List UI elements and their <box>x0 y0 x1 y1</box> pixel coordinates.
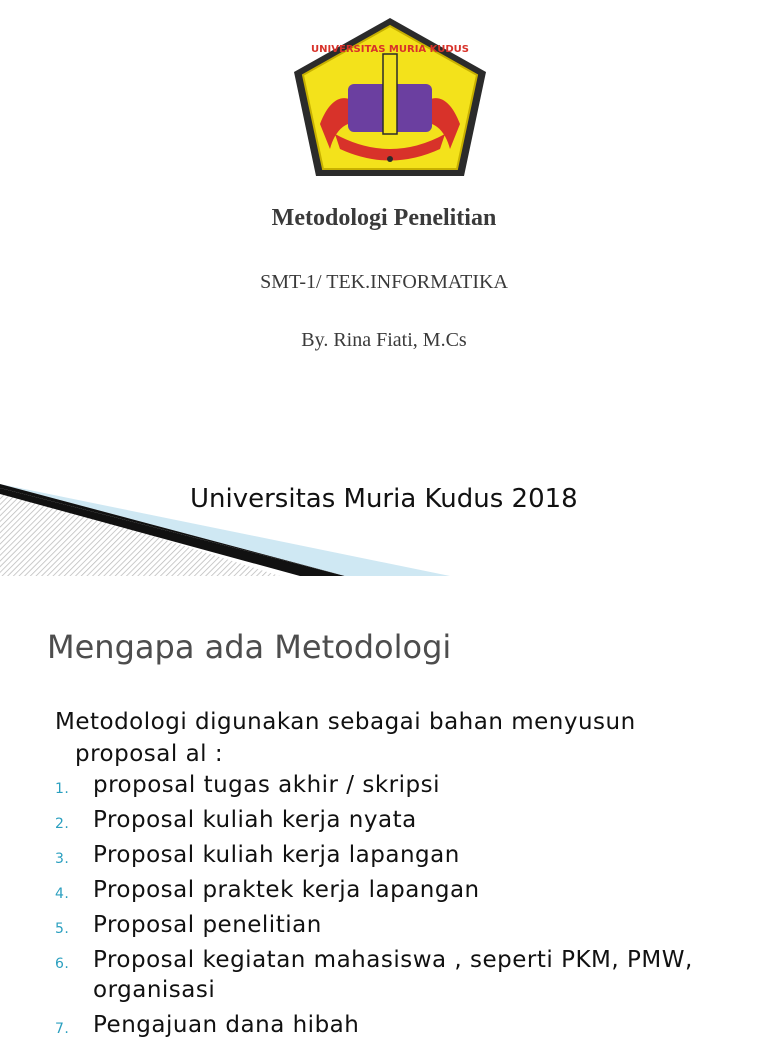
list-item <box>55 910 745 940</box>
proposal-list <box>55 770 745 1045</box>
course-subtitle: SMT-1/ TEK.INFORMATIKA <box>260 271 508 293</box>
list-number: 7. <box>55 1021 70 1037</box>
university-logo <box>290 14 490 184</box>
list-number: 6. <box>55 956 70 972</box>
logo-text: UNIVERSITAS MURIA KUDUS <box>311 44 469 55</box>
list-item <box>55 1010 745 1040</box>
list-text: Proposal praktek kerja lapangan <box>93 877 480 903</box>
list-number: 5. <box>55 921 70 937</box>
list-item <box>55 805 745 835</box>
list-number: 3. <box>55 851 70 867</box>
author-line: By. Rina Fiati, M.Cs <box>301 329 467 351</box>
list-number: 1. <box>55 781 70 797</box>
list-text: Proposal kegiatan mahasiswa , seperti PKM, PMW, organisasi <box>93 947 693 1003</box>
list-text: Pengajuan dana hibah <box>93 1012 360 1038</box>
list-text: Proposal kuliah kerja nyata <box>93 807 417 833</box>
list-text: Proposal penelitian <box>93 912 322 938</box>
content-slide <box>0 576 768 1038</box>
list-number: 4. <box>55 886 70 902</box>
footer-text: Universitas Muria Kudus 2018 <box>190 484 578 514</box>
list-number: 2. <box>55 816 70 832</box>
list-text: Proposal kuliah kerja lapangan <box>93 842 460 868</box>
list-item <box>55 945 745 1005</box>
slide-heading: Mengapa ada Metodologi <box>47 628 452 666</box>
list-item <box>55 770 745 800</box>
presentation-title: Metodologi Penelitian <box>271 205 497 231</box>
intro-paragraph: Metodologi digunakan sebagai bahan menyusun proposal al : <box>55 709 636 767</box>
list-item <box>55 840 745 870</box>
list-text: proposal tugas akhir / skripsi <box>93 772 440 798</box>
list-item <box>55 875 745 905</box>
